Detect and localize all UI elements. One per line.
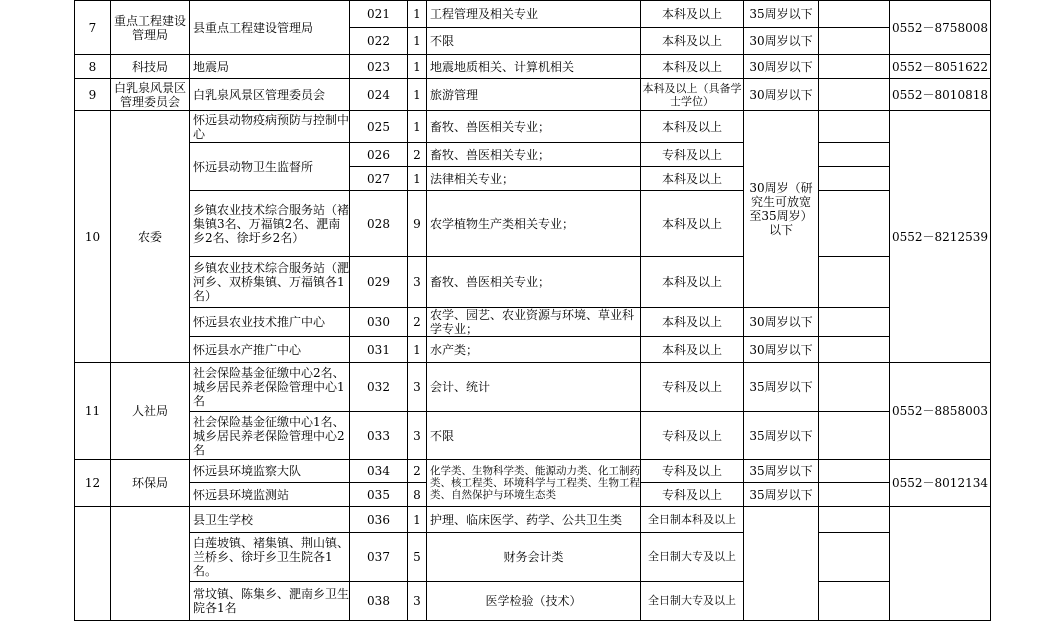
unit-cell: 白乳泉风景区管理委员会 [189,78,350,111]
code-cell: 027 [349,166,408,191]
code-cell: 038 [349,581,408,621]
other-cell [818,54,890,79]
age-cell: 30周岁以下 [743,307,819,337]
age-cell: 30周岁（研究生可放宽至35周岁）以下 [743,110,819,308]
other-cell [818,307,890,337]
age-cell: 35周岁以下 [743,459,819,483]
seq-cell: 10 [74,110,111,363]
code-cell: 036 [349,506,408,533]
unit-cell: 怀远县水产推广中心 [189,336,350,363]
code-cell: 030 [349,307,408,337]
major-cell: 农学、园艺、农业资源与环境、草业科学专业； [426,307,641,337]
count-cell: 3 [407,256,427,308]
other-cell [818,110,890,143]
major-cell: 工程管理及相关专业 [426,0,641,28]
code-cell: 035 [349,482,408,507]
edu-cell: 本科及以上 [640,27,744,55]
other-cell [818,506,890,533]
edu-cell: 本科及以上 [640,54,744,79]
unit-cell: 常坟镇、陈集乡、淝南乡卫生院各1名 [189,581,350,621]
unit-cell: 怀远县农业技术推广中心 [189,307,350,337]
count-cell: 3 [407,581,427,621]
edu-cell: 专科及以上 [640,362,744,412]
code-cell: 029 [349,256,408,308]
count-cell: 1 [407,110,427,143]
count-cell: 8 [407,482,427,507]
count-cell: 3 [407,362,427,412]
count-cell: 1 [407,166,427,191]
edu-cell: 本科及以上 [640,166,744,191]
count-cell: 1 [407,27,427,55]
other-cell [818,482,890,507]
edu-cell: 全日制大专及以上 [640,581,744,621]
unit-cell: 怀远县动物卫生监督所 [189,142,350,191]
edu-cell: 专科及以上 [640,411,744,460]
other-cell [818,532,890,582]
major-cell: 医学检验（技术） [426,581,641,621]
seq-cell: 12 [74,459,111,507]
age-cell: 35周岁以下 [743,411,819,460]
seq-cell: 8 [74,54,111,79]
edu-cell: 本科及以上 [640,0,744,28]
other-cell [818,459,890,483]
unit-cell: 乡镇农业技术综合服务站（褚集镇3名、万福镇2名、淝南乡2名、徐圩乡2名） [189,190,350,257]
unit-cell: 县重点工程建设管理局 [189,0,350,55]
code-cell: 024 [349,78,408,111]
unit-cell: 怀远县环境监察大队 [189,459,350,483]
major-cell: 不限 [426,411,641,460]
edu-cell: 专科及以上 [640,482,744,507]
major-cell: 财务会计类 [426,532,641,582]
major-cell: 旅游管理 [426,78,641,111]
age-cell: 30周岁以下 [743,78,819,111]
dept-cell: 白乳泉风景区管理委员会 [110,78,190,111]
seq-cell: 11 [74,362,111,460]
dept-cell: 人社局 [110,362,190,460]
other-cell [818,166,890,191]
age-cell: 30周岁以下 [743,336,819,363]
age-cell: 30周岁以下 [743,27,819,55]
edu-cell: 本科及以上 [640,110,744,143]
dept-cell: 重点工程建设管理局 [110,0,190,55]
major-cell: 地震地质相关、计算机相关 [426,54,641,79]
other-cell [818,190,890,257]
major-cell: 畜牧、兽医相关专业； [426,110,641,143]
code-cell: 031 [349,336,408,363]
major-cell: 水产类； [426,336,641,363]
phone-cell: 0552－8858003 [889,362,991,460]
edu-cell: 本科及以上 [640,190,744,257]
other-cell [818,336,890,363]
age-cell: 35周岁以下 [743,482,819,507]
edu-cell: 本科及以上 [640,336,744,363]
unit-cell: 白莲坡镇、褚集镇、荆山镇、兰桥乡、徐圩乡卫生院各1名。 [189,532,350,582]
major-cell: 护理、临床医学、药学、公共卫生类 [426,506,641,533]
edu-cell: 本科及以上（具备学士学位） [640,78,744,111]
unit-cell: 社会保险基金征缴中心1名、城乡居民养老保险管理中心2名 [189,411,350,460]
edu-cell: 专科及以上 [640,459,744,483]
phone-cell: 0552－8051622 [889,54,991,79]
code-cell: 032 [349,362,408,412]
unit-cell: 地震局 [189,54,350,79]
count-cell: 3 [407,411,427,460]
count-cell: 1 [407,54,427,79]
other-cell [818,0,890,28]
age-cell [743,506,819,621]
count-cell: 5 [407,532,427,582]
unit-cell: 乡镇农业技术综合服务站（淝河乡、双桥集镇、万福镇各1名） [189,256,350,308]
edu-cell: 本科及以上 [640,307,744,337]
count-cell: 1 [407,506,427,533]
code-cell: 025 [349,110,408,143]
recruitment-table [74,0,991,616]
phone-cell: 0552－8758008 [889,0,991,55]
age-cell: 35周岁以下 [743,362,819,412]
code-cell: 034 [349,459,408,483]
edu-cell: 专科及以上 [640,142,744,167]
other-cell [818,581,890,621]
code-cell: 023 [349,54,408,79]
dept-cell: 环保局 [110,459,190,507]
phone-cell [889,506,991,621]
unit-cell: 县卫生学校 [189,506,350,533]
dept-cell: 科技局 [110,54,190,79]
count-cell: 2 [407,459,427,483]
edu-cell: 全日制大专及以上 [640,532,744,582]
dept-cell: 农委 [110,110,190,363]
phone-cell: 0552－8212539 [889,110,991,363]
major-cell: 不限 [426,27,641,55]
code-cell: 022 [349,27,408,55]
phone-cell: 0552－8010818 [889,78,991,111]
other-cell [818,78,890,111]
age-cell: 30周岁以下 [743,54,819,79]
count-cell: 1 [407,0,427,28]
seq-cell [74,506,111,621]
count-cell: 1 [407,336,427,363]
unit-cell: 怀远县环境监测站 [189,482,350,507]
count-cell: 2 [407,142,427,167]
unit-cell: 怀远县动物疫病预防与控制中心 [189,110,350,143]
seq-cell: 7 [74,0,111,55]
code-cell: 033 [349,411,408,460]
major-cell: 法律相关专业； [426,166,641,191]
major-cell: 会计、统计 [426,362,641,412]
seq-cell: 9 [74,78,111,111]
code-cell: 028 [349,190,408,257]
other-cell [818,142,890,167]
other-cell [818,256,890,308]
count-cell: 9 [407,190,427,257]
major-cell: 农学植物生产类相关专业； [426,190,641,257]
major-cell: 化学类、生物科学类、能源动力类、化工制药类、核工程类、环境科学与工程类、生物工程类、自然保护与环境生态类 [426,459,641,507]
other-cell [818,362,890,412]
edu-cell: 本科及以上 [640,256,744,308]
edu-cell: 全日制本科及以上 [640,506,744,533]
other-cell [818,27,890,55]
phone-cell: 0552－8012134 [889,459,991,507]
count-cell: 2 [407,307,427,337]
unit-cell: 社会保险基金征缴中心2名、城乡居民养老保险管理中心1名 [189,362,350,412]
code-cell: 021 [349,0,408,28]
code-cell: 037 [349,532,408,582]
dept-cell [110,506,190,621]
major-cell: 畜牧、兽医相关专业； [426,256,641,308]
other-cell [818,411,890,460]
major-cell: 畜牧、兽医相关专业； [426,142,641,167]
age-cell: 35周岁以下 [743,0,819,28]
code-cell: 026 [349,142,408,167]
count-cell: 1 [407,78,427,111]
